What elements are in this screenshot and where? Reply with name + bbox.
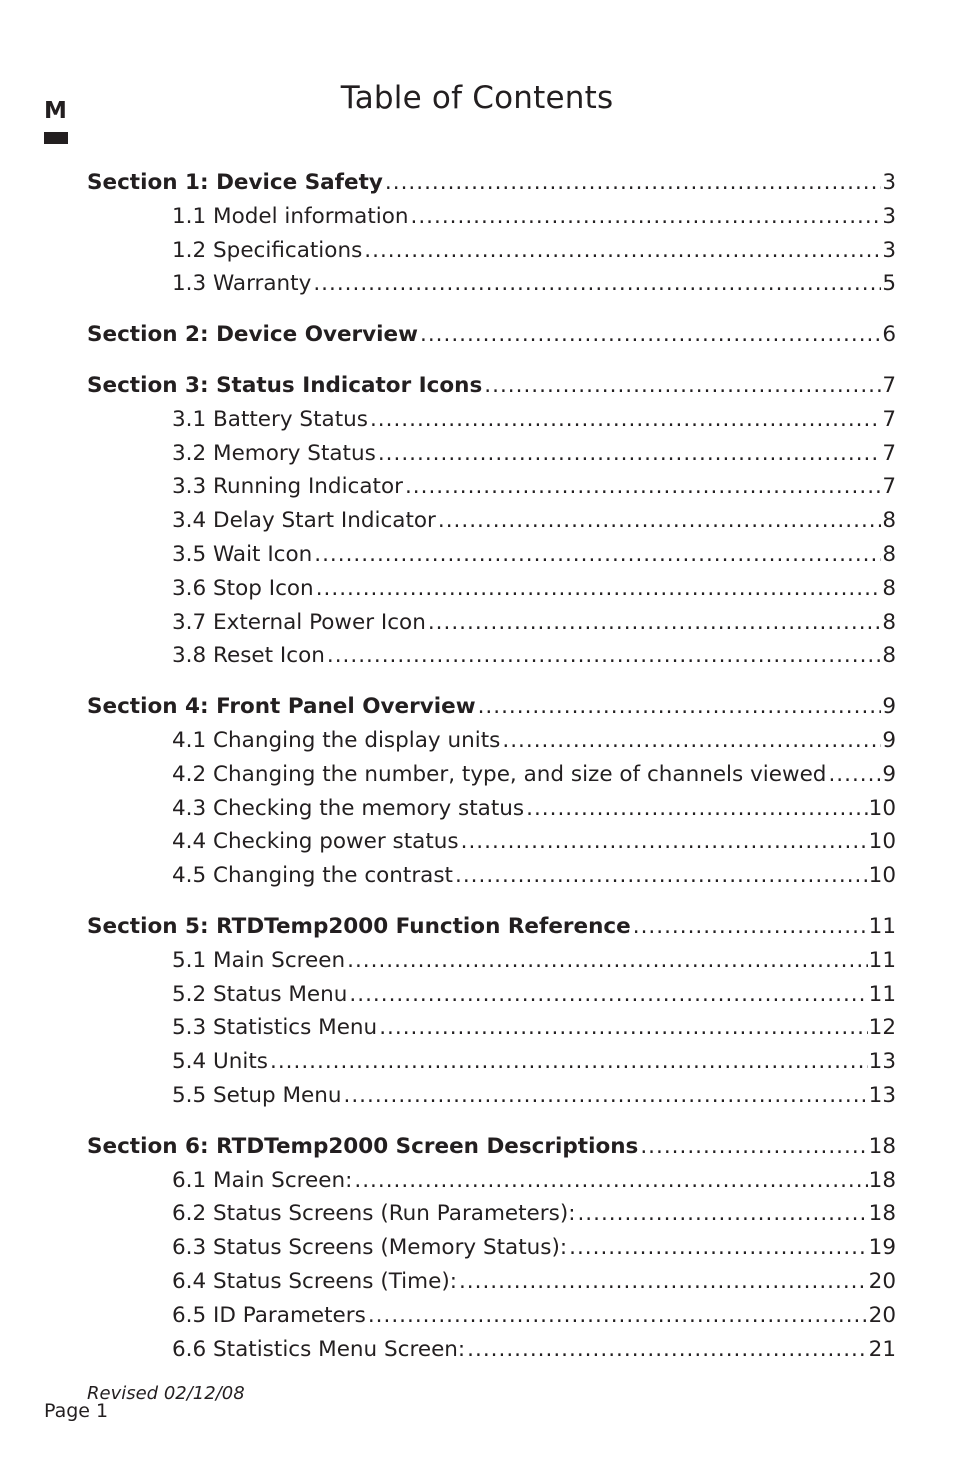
dot-leader xyxy=(420,318,881,352)
dot-leader xyxy=(378,437,882,471)
toc-entry-label: 4.2 Changing the number, type, and size of channels viewed xyxy=(172,761,827,787)
toc-subsection-entry xyxy=(87,1045,896,1079)
toc-subsection-entry xyxy=(87,1079,896,1113)
toc-entry-label: 3.1 Battery Status xyxy=(172,406,368,432)
dot-leader xyxy=(368,1299,868,1333)
toc-subsection-entry xyxy=(87,859,896,893)
toc-subsection-entry xyxy=(87,825,896,859)
toc-entry-label: 4.4 Checking power status xyxy=(172,829,459,855)
dot-leader xyxy=(343,1079,867,1113)
page-title: Table of Contents xyxy=(340,80,614,116)
toc-entry-label: 5.2 Status Menu xyxy=(172,981,348,1007)
toc-subsection-entry xyxy=(87,758,896,792)
dot-leader xyxy=(314,538,881,572)
toc-entry-page: 8 xyxy=(882,609,896,635)
toc-entry-page: 19 xyxy=(868,1235,896,1261)
toc-entry-page: 5 xyxy=(882,271,896,297)
toc-entry-page: 9 xyxy=(882,727,896,753)
dot-leader xyxy=(316,572,882,606)
toc-entry-label: 6.5 ID Parameters xyxy=(172,1302,366,1328)
toc-entry-page: 10 xyxy=(868,863,896,889)
toc-subsection-entry xyxy=(87,403,896,437)
toc-entry-page: 8 xyxy=(882,541,896,567)
toc-entry-label: 3.7 External Power Icon xyxy=(172,609,426,635)
toc-entry-page: 3 xyxy=(882,170,896,195)
toc-entry-label: 4.5 Changing the contrast xyxy=(172,863,453,889)
toc-entry-page: 18 xyxy=(868,1167,896,1193)
toc-entry-label: 6.4 Status Screens (Time): xyxy=(172,1268,457,1294)
toc-subsection-entry xyxy=(87,639,896,673)
dot-leader xyxy=(640,1130,867,1164)
toc-entry-label: Section 1: Device Safety xyxy=(87,170,383,195)
dot-leader xyxy=(379,1011,867,1045)
toc-subsection-entry xyxy=(87,267,896,301)
toc-entry-label: 4.3 Checking the memory status xyxy=(172,795,525,821)
toc-entry-page: 11 xyxy=(868,981,896,1007)
toc-subsection-entry xyxy=(87,1164,896,1198)
dot-leader xyxy=(438,504,881,538)
toc-entry-label: 1.2 Specifications xyxy=(172,237,363,263)
toc-entry-page: 3 xyxy=(882,203,896,229)
toc-entry-label: Section 4: Front Panel Overview xyxy=(87,694,476,720)
dot-leader xyxy=(385,166,881,200)
dot-leader xyxy=(411,200,882,234)
toc-entry-label: 6.3 Status Screens (Memory Status): xyxy=(172,1235,568,1261)
toc-entry-label: Section 3: Status Indicator Icons xyxy=(87,372,483,398)
revision-date: Revised 02/12/08 xyxy=(87,1383,245,1404)
dot-leader xyxy=(633,910,868,944)
dot-leader xyxy=(349,978,867,1012)
toc-subsection-entry xyxy=(87,1197,896,1231)
toc-subsection-entry xyxy=(87,978,896,1012)
dot-leader xyxy=(370,403,881,437)
toc-subsection-entry xyxy=(87,724,896,758)
dot-leader xyxy=(484,369,881,403)
logo-letter: M xyxy=(44,98,67,124)
dot-leader xyxy=(569,1231,868,1265)
toc-entry-page: 12 xyxy=(868,1015,896,1041)
toc-entry-label: 5.4 Units xyxy=(172,1049,268,1075)
toc-section-entry xyxy=(87,910,896,944)
toc-entry-label: 5.3 Statistics Menu xyxy=(172,1015,378,1041)
toc-subsection-entry xyxy=(87,1265,896,1299)
toc-entry-label: 4.1 Changing the display units xyxy=(172,727,501,753)
toc-section-entry xyxy=(87,1130,896,1164)
toc-entry-label: 3.3 Running Indicator xyxy=(172,474,403,500)
toc-subsection-entry xyxy=(87,437,896,471)
toc-subsection-entry xyxy=(87,504,896,538)
toc-entry-label: 1.3 Warranty xyxy=(172,271,312,297)
toc-subsection-entry xyxy=(87,234,896,268)
page-number: Page 1 xyxy=(44,1400,109,1422)
dot-leader xyxy=(577,1197,867,1231)
toc-entry-label: 3.5 Wait Icon xyxy=(172,541,313,567)
toc-entry-label: 3.8 Reset Icon xyxy=(172,643,325,669)
toc-entry-page: 7 xyxy=(882,440,896,466)
toc-entry-page: 10 xyxy=(868,829,896,855)
toc-entry-page: 11 xyxy=(868,947,896,973)
toc-entry-page: 21 xyxy=(868,1336,896,1362)
table-of-contents xyxy=(87,166,896,1366)
dot-leader xyxy=(313,267,881,301)
toc-entry-page: 8 xyxy=(882,643,896,669)
dot-leader xyxy=(428,606,881,640)
toc-subsection-entry xyxy=(87,606,896,640)
toc-entry-page: 18 xyxy=(868,1201,896,1227)
dot-leader xyxy=(455,859,868,893)
toc-subsection-entry xyxy=(87,792,896,826)
toc-section-entry xyxy=(87,318,896,352)
toc-entry-page: 13 xyxy=(868,1049,896,1075)
dot-leader xyxy=(364,234,881,268)
dot-leader xyxy=(270,1045,868,1079)
dot-leader xyxy=(828,758,881,792)
toc-subsection-entry xyxy=(87,1299,896,1333)
toc-entry-page: 18 xyxy=(868,1133,896,1159)
toc-section-entry xyxy=(87,690,896,724)
toc-entry-page: 8 xyxy=(882,508,896,534)
toc-entry-label: 5.1 Main Screen xyxy=(172,947,346,973)
toc-section-entry xyxy=(87,166,896,200)
dot-leader xyxy=(461,825,868,859)
toc-subsection-entry xyxy=(87,572,896,606)
toc-subsection-entry xyxy=(87,470,896,504)
dot-leader xyxy=(502,724,881,758)
toc-entry-label: 3.4 Delay Start Indicator xyxy=(172,508,436,534)
toc-subsection-entry xyxy=(87,200,896,234)
toc-entry-label: 3.2 Memory Status xyxy=(172,440,376,466)
toc-subsection-entry xyxy=(87,944,896,978)
dot-leader xyxy=(405,470,881,504)
dot-leader xyxy=(478,690,882,724)
toc-entry-label: 6.2 Status Screens (Run Parameters): xyxy=(172,1201,576,1227)
toc-entry-label: 3.6 Stop Icon xyxy=(172,575,314,601)
toc-entry-page: 10 xyxy=(868,795,896,821)
toc-subsection-entry xyxy=(87,538,896,572)
dot-leader xyxy=(347,944,868,978)
toc-entry-label: 5.5 Setup Menu xyxy=(172,1082,342,1108)
toc-entry-page: 11 xyxy=(868,913,896,939)
toc-entry-label: Section 6: RTDTemp2000 Screen Descriptions xyxy=(87,1133,639,1159)
dot-leader xyxy=(354,1164,867,1198)
toc-entry-label: 6.1 Main Screen: xyxy=(172,1167,353,1193)
toc-entry-page: 20 xyxy=(868,1268,896,1294)
toc-entry-page: 6 xyxy=(882,322,896,348)
dot-leader xyxy=(327,639,881,673)
toc-entry-page: 9 xyxy=(882,761,896,787)
toc-entry-label: 1.1 Model information xyxy=(172,203,409,229)
logo-bar xyxy=(44,132,68,144)
toc-subsection-entry xyxy=(87,1231,896,1265)
toc-subsection-entry xyxy=(87,1011,896,1045)
toc-entry-page: 7 xyxy=(882,372,896,398)
toc-entry-label: 6.6 Statistics Menu Screen: xyxy=(172,1336,466,1362)
toc-entry-page: 13 xyxy=(868,1082,896,1108)
toc-entry-page: 20 xyxy=(868,1302,896,1328)
toc-section-entry xyxy=(87,369,896,403)
toc-entry-label: Section 2: Device Overview xyxy=(87,322,418,348)
toc-entry-page: 8 xyxy=(882,575,896,601)
toc-entry-page: 7 xyxy=(882,406,896,432)
toc-entry-page: 9 xyxy=(882,694,896,720)
dot-leader xyxy=(467,1333,867,1367)
dot-leader xyxy=(526,792,868,826)
dot-leader xyxy=(459,1265,868,1299)
toc-entry-page: 3 xyxy=(882,237,896,263)
toc-entry-page: 7 xyxy=(882,474,896,500)
toc-entry-label: Section 5: RTDTemp2000 Function Reference xyxy=(87,913,631,939)
toc-subsection-entry xyxy=(87,1333,896,1367)
